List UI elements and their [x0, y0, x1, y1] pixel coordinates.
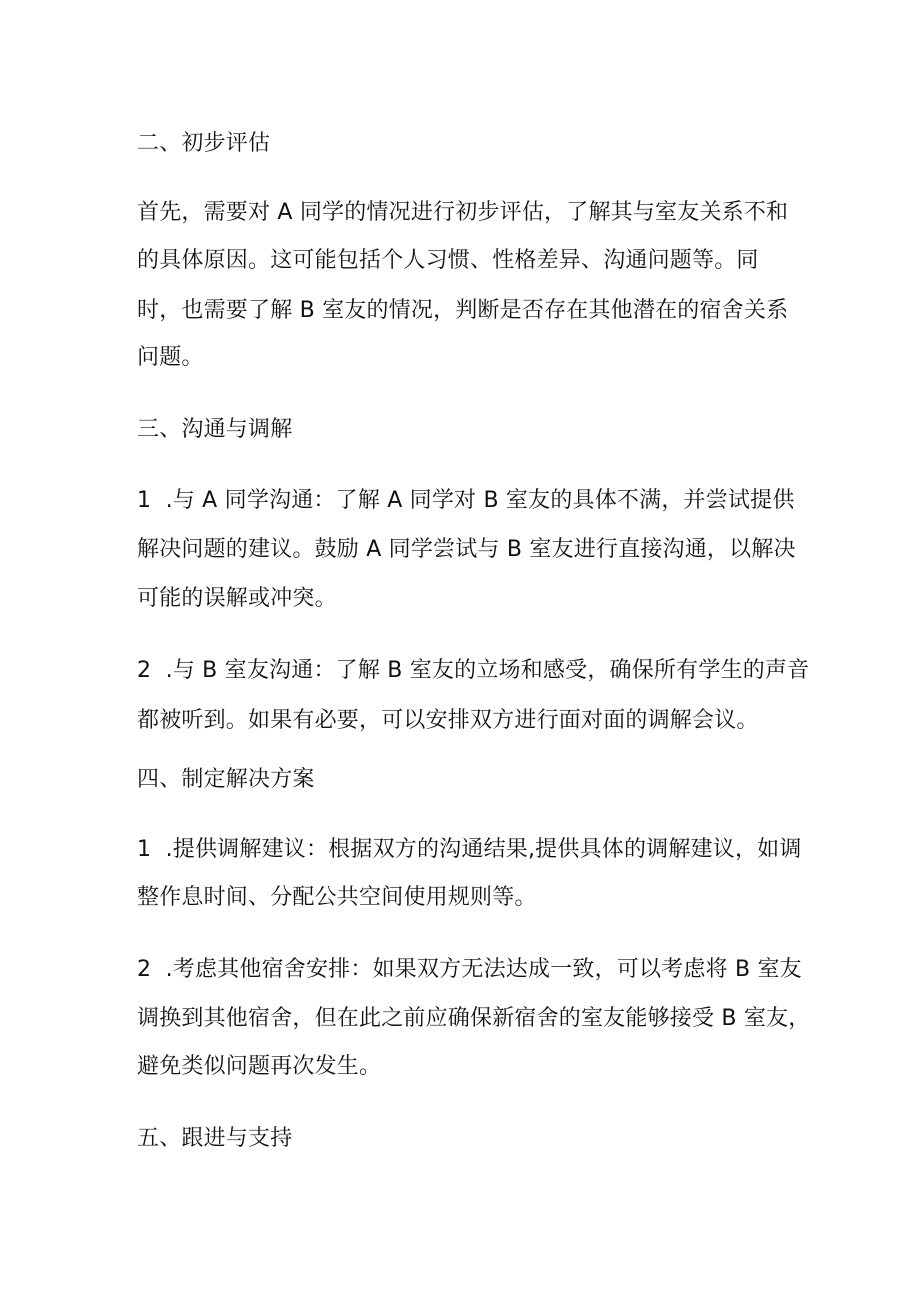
list-item-line: 1 .与 A 同学沟通：了解 A 同学对 B 室友的具体不满，并尝试提供: [137, 488, 795, 513]
list-item-line: 2 .考虑其他宿舍安排：如果双方无法达成一致，可以考虑将 B 室友: [137, 957, 802, 982]
section-heading-solution: 四、制定解决方案: [137, 767, 315, 792]
list-item-line: 都被听到。如果有必要，可以安排双方进行面对面的调解会议。: [137, 708, 759, 733]
paragraph-line: 时，也需要了解 B 室友的情况，判断是否存在其他潜在的宿舍关系: [137, 298, 789, 323]
list-item-line: 1 .提供调解建议：根据双方的沟通结果,提供具体的调解建议，如调: [137, 837, 802, 862]
section-heading-initial-assessment: 二、初步评估: [137, 131, 271, 156]
list-item-line: 解决问题的建议。鼓励 A 同学尝试与 B 室友进行直接沟通，以解决: [137, 537, 796, 562]
paragraph-line: 问题。: [137, 345, 204, 370]
list-item-line: 调换到其他宿舍，但在此之前应确保新宿舍的室友能够接受 B 室友，: [137, 1006, 811, 1031]
paragraph-line: 首先，需要对 A 同学的情况进行初步评估，了解其与室友关系不和: [137, 200, 789, 225]
list-item-line: 2 .与 B 室友沟通：了解 B 室友的立场和感受，确保所有学生的声音: [137, 658, 810, 683]
list-item-line: 避免类似问题再次发生。: [137, 1054, 382, 1079]
list-item-line: 可能的误解或冲突。: [137, 586, 337, 611]
section-heading-follow-up: 五、跟进与支持: [137, 1126, 293, 1151]
list-item-line: 整作息时间、分配公共空间使用规则等。: [137, 885, 537, 910]
section-heading-communication-mediation: 三、沟通与调解: [137, 417, 293, 442]
paragraph-line: 的具体原因。这可能包括个人习惯、性格差异、沟通问题等。同: [137, 248, 759, 273]
